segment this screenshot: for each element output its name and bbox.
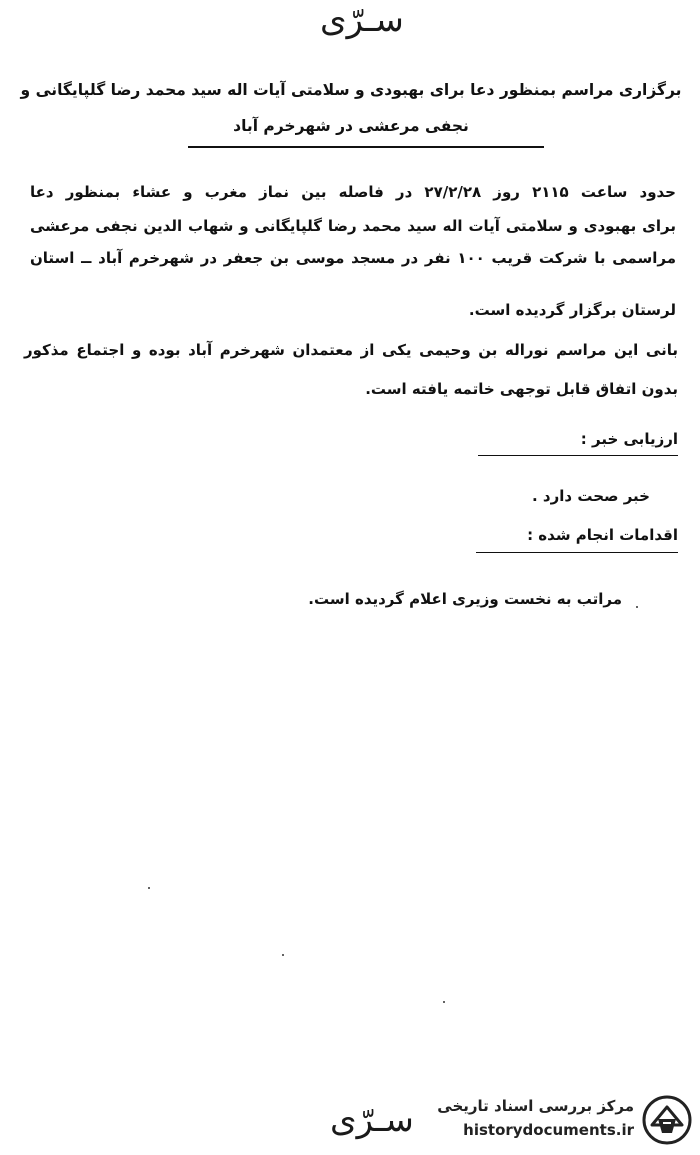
document-title-line-2: نجفی مرعشی در شهرخرم آباد (233, 117, 469, 135)
classification-top: سـرّی (320, 0, 404, 40)
actions-text: مراتب به نخست وزیری اعلام گردیده است. (308, 590, 622, 608)
scan-speck (443, 1001, 445, 1003)
scan-speck (636, 606, 638, 608)
classification-bottom: سـرّی (330, 1100, 414, 1140)
title-underline (188, 146, 544, 148)
paragraph-1-line-2: برای بهبودی و سلامتی آیات اله سید محمد رضا گلپایگانی و شهاب الدین نجفی مرعشی (30, 217, 676, 235)
actions-heading: اقدامات انجام شده : (527, 526, 678, 544)
actions-heading-underline (476, 552, 678, 553)
paragraph-1-line-4: لرستان برگزار گردیده است. (468, 301, 676, 319)
paragraph-1-line-3: مراسمی با شرکت قریب ۱۰۰ نفر در مسجد موسی بن جعفر در شهرخرم آباد ــ استان (30, 249, 676, 267)
evaluation-text: خبر صحت دارد . (532, 487, 650, 505)
watermark (420, 1095, 692, 1145)
scan-speck (282, 954, 284, 956)
watermark-title: مرکز بررسی اسناد تاریخی (437, 1097, 634, 1115)
paragraph-2-line-2: بدون اتفاق قابل توجهی خاتمه یافته است. (365, 380, 678, 398)
paragraph-2-line-1: بانی این مراسم نوراله بن وحیمی یکی از معتمدان شهرخرم آباد بوده و اجتماع مذکور (24, 341, 678, 359)
paragraph-1-line-1: حدود ساعت ۲۱۱۵ روز ۲۷/۲/۲۸ در فاصله بین نماز مغرب و عشاء بمنظور دعا (30, 183, 676, 201)
archive-logo-icon (642, 1095, 692, 1145)
scan-speck (148, 887, 150, 889)
evaluation-heading: ارزیابی خبر : (580, 430, 678, 448)
watermark-url: historydocuments.ir (463, 1121, 634, 1139)
document-title-line-1: برگزاری مراسم بمنظور دعا برای بهبودی و سلامتی آیات اله سید محمد رضا گلپایگانی و (20, 81, 682, 99)
evaluation-heading-underline (478, 455, 678, 456)
